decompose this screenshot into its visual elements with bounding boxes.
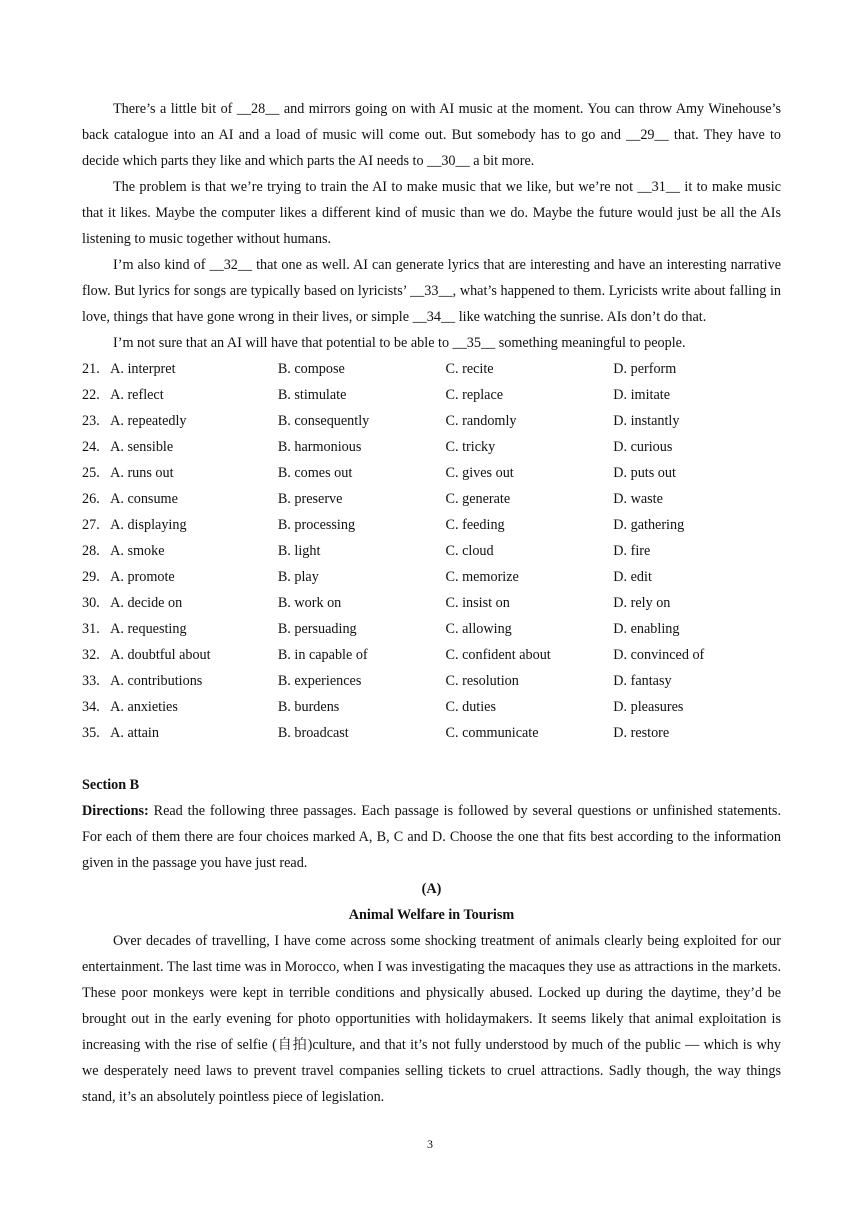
passage-title: Animal Welfare in Tourism bbox=[348, 907, 515, 923]
question-number: 24. bbox=[82, 439, 100, 455]
option-c: C. communicate bbox=[445, 725, 539, 741]
option-a: A. promote bbox=[110, 569, 175, 585]
option-c: C. confident about bbox=[445, 647, 551, 663]
option-d: D. enabling bbox=[613, 621, 680, 637]
passage-text: Over decades of travelling, I have come across some shocking treatment of animals clearly being exploited for our entertainment. The last time was in Morocco, when I was investigating the macaques they use as attractions in the markets. These poor monkeys were kept in terrible conditions and physically abused. Locked up during the daytime, they’d be brought out in the early evening for photo opportunities with holidaymakers. It seems likely that animal exploitation is increasing with the rise of selfie (自拍)culture, and that it’s not fully understood by much of the public — which is why we desperately need laws to prevent travel companies selling tickets to cruel attractions. Sadly though, the way things stand, it’s an absolutely pointless piece of legislation. bbox=[82, 933, 781, 1105]
document-page bbox=[82, 96, 781, 1110]
option-b: B. comes out bbox=[277, 465, 353, 481]
passage-label: (A) bbox=[421, 881, 442, 897]
option-d: D. imitate bbox=[613, 387, 671, 403]
question-number: 32. bbox=[82, 647, 100, 663]
option-row bbox=[82, 356, 781, 382]
option-d: D. curious bbox=[613, 439, 673, 455]
question-number: 34. bbox=[82, 699, 100, 715]
option-b: B. stimulate bbox=[277, 387, 347, 403]
option-b: B. work on bbox=[277, 595, 342, 611]
option-row bbox=[82, 616, 781, 642]
option-d: D. fire bbox=[613, 543, 651, 559]
directions-text: Read the following three passages. Each passage is followed by several questions or unfinished statements. For each of them there are four choices marked A, B, C and D. Choose the one that fits best according to the information given in the passage you have just read. bbox=[82, 803, 781, 871]
question-number: 28. bbox=[82, 543, 100, 559]
option-row bbox=[82, 564, 781, 590]
option-a: A. sensible bbox=[110, 439, 174, 455]
option-a: A. runs out bbox=[110, 465, 174, 481]
directions-label: Directions: bbox=[82, 803, 149, 819]
question-number: 31. bbox=[82, 621, 100, 637]
option-b: B. light bbox=[277, 543, 321, 559]
question-number: 27. bbox=[82, 517, 100, 533]
paragraph-1: There’s a little bit of __28__ and mirrors going on with AI music at the moment. You can throw Amy Winehouse’s back catalogue into an AI and a load of music will come out. But somebody has to go and __29__ that. They have to decide which parts they like and which parts the AI needs to __30__ a bit more. bbox=[82, 101, 781, 169]
option-row bbox=[82, 382, 781, 408]
question-number: 33. bbox=[82, 673, 100, 689]
option-row bbox=[82, 668, 781, 694]
section-title: Section B bbox=[82, 777, 140, 793]
option-c: C. randomly bbox=[445, 413, 517, 429]
option-row bbox=[82, 694, 781, 720]
option-a: A. contributions bbox=[110, 673, 203, 689]
option-d: D. fantasy bbox=[613, 673, 672, 689]
option-row bbox=[82, 408, 781, 434]
option-d: D. gathering bbox=[613, 517, 685, 533]
option-c: C. recite bbox=[445, 361, 494, 377]
option-b: B. compose bbox=[277, 361, 345, 377]
option-c: C. generate bbox=[445, 491, 511, 507]
option-b: B. in capable of bbox=[277, 647, 368, 663]
option-d: D. waste bbox=[613, 491, 663, 507]
option-d: D. restore bbox=[613, 725, 670, 741]
option-a: A. interpret bbox=[110, 361, 176, 377]
directions bbox=[82, 798, 781, 876]
option-c: C. cloud bbox=[445, 543, 494, 559]
option-row bbox=[82, 642, 781, 668]
option-b: B. consequently bbox=[277, 413, 370, 429]
option-row bbox=[82, 434, 781, 460]
option-b: B. preserve bbox=[277, 491, 343, 507]
option-a: A. anxieties bbox=[110, 699, 178, 715]
option-c: C. gives out bbox=[445, 465, 514, 481]
option-c: C. allowing bbox=[445, 621, 512, 637]
question-number: 23. bbox=[82, 413, 100, 429]
option-c: C. feeding bbox=[445, 517, 505, 533]
option-b: B. processing bbox=[277, 517, 356, 533]
option-a: A. requesting bbox=[110, 621, 187, 637]
option-row bbox=[82, 486, 781, 512]
question-number: 25. bbox=[82, 465, 100, 481]
option-b: B. broadcast bbox=[277, 725, 349, 741]
option-b: B. play bbox=[277, 569, 319, 585]
option-d: D. edit bbox=[613, 569, 652, 585]
option-d: D. puts out bbox=[613, 465, 676, 481]
option-a: A. repeatedly bbox=[110, 413, 187, 429]
option-row bbox=[82, 720, 781, 746]
option-a: A. doubtful about bbox=[110, 647, 211, 663]
option-c: C. insist on bbox=[445, 595, 510, 611]
option-c: C. memorize bbox=[445, 569, 519, 585]
option-row bbox=[82, 538, 781, 564]
page-number: 3 bbox=[427, 1137, 433, 1151]
option-a: A. decide on bbox=[110, 595, 183, 611]
option-a: A. attain bbox=[110, 725, 159, 741]
option-b: B. persuading bbox=[277, 621, 357, 637]
question-number: 35. bbox=[82, 725, 100, 741]
option-a: A. reflect bbox=[110, 387, 164, 403]
option-row bbox=[82, 460, 781, 486]
option-d: D. convinced of bbox=[613, 647, 705, 663]
paragraph-2: The problem is that we’re trying to train the AI to make music that we like, but we’re not __31__ it to make music that it likes. Maybe the computer likes a different kind of music than we do. Maybe the future would just be all the AIs listening to music together without humans. bbox=[82, 179, 781, 247]
option-c: C. replace bbox=[445, 387, 504, 403]
option-d: D. pleasures bbox=[613, 699, 684, 715]
question-number: 21. bbox=[82, 361, 100, 377]
option-d: D. rely on bbox=[613, 595, 671, 611]
option-c: C. duties bbox=[445, 699, 496, 715]
option-c: C. resolution bbox=[445, 673, 519, 689]
option-b: B. experiences bbox=[277, 673, 362, 689]
option-a: A. displaying bbox=[110, 517, 187, 533]
options-list bbox=[82, 356, 781, 746]
option-b: B. harmonious bbox=[277, 439, 362, 455]
option-d: D. perform bbox=[613, 361, 677, 377]
question-number: 30. bbox=[82, 595, 100, 611]
option-row bbox=[82, 512, 781, 538]
paragraph-4: I’m not sure that an AI will have that potential to be able to __35__ something meaningful to people. bbox=[113, 335, 686, 351]
paragraph-3: I’m also kind of __32__ that one as well. AI can generate lyrics that are interesting and have an interesting narrative flow. But lyrics for songs are typically based on lyricists’ __33__, what’s happened to them. Lyricists write about falling in love, things that have gone wrong in their lives, or simple __34__ like watching the sunrise. AIs don’t do that. bbox=[82, 257, 781, 325]
option-c: C. tricky bbox=[445, 439, 496, 455]
option-a: A. smoke bbox=[110, 543, 165, 559]
option-d: D. instantly bbox=[613, 413, 680, 429]
question-number: 22. bbox=[82, 387, 100, 403]
option-b: B. burdens bbox=[277, 699, 340, 715]
option-row bbox=[82, 590, 781, 616]
question-number: 26. bbox=[82, 491, 100, 507]
option-a: A. consume bbox=[110, 491, 178, 507]
question-number: 29. bbox=[82, 569, 100, 585]
